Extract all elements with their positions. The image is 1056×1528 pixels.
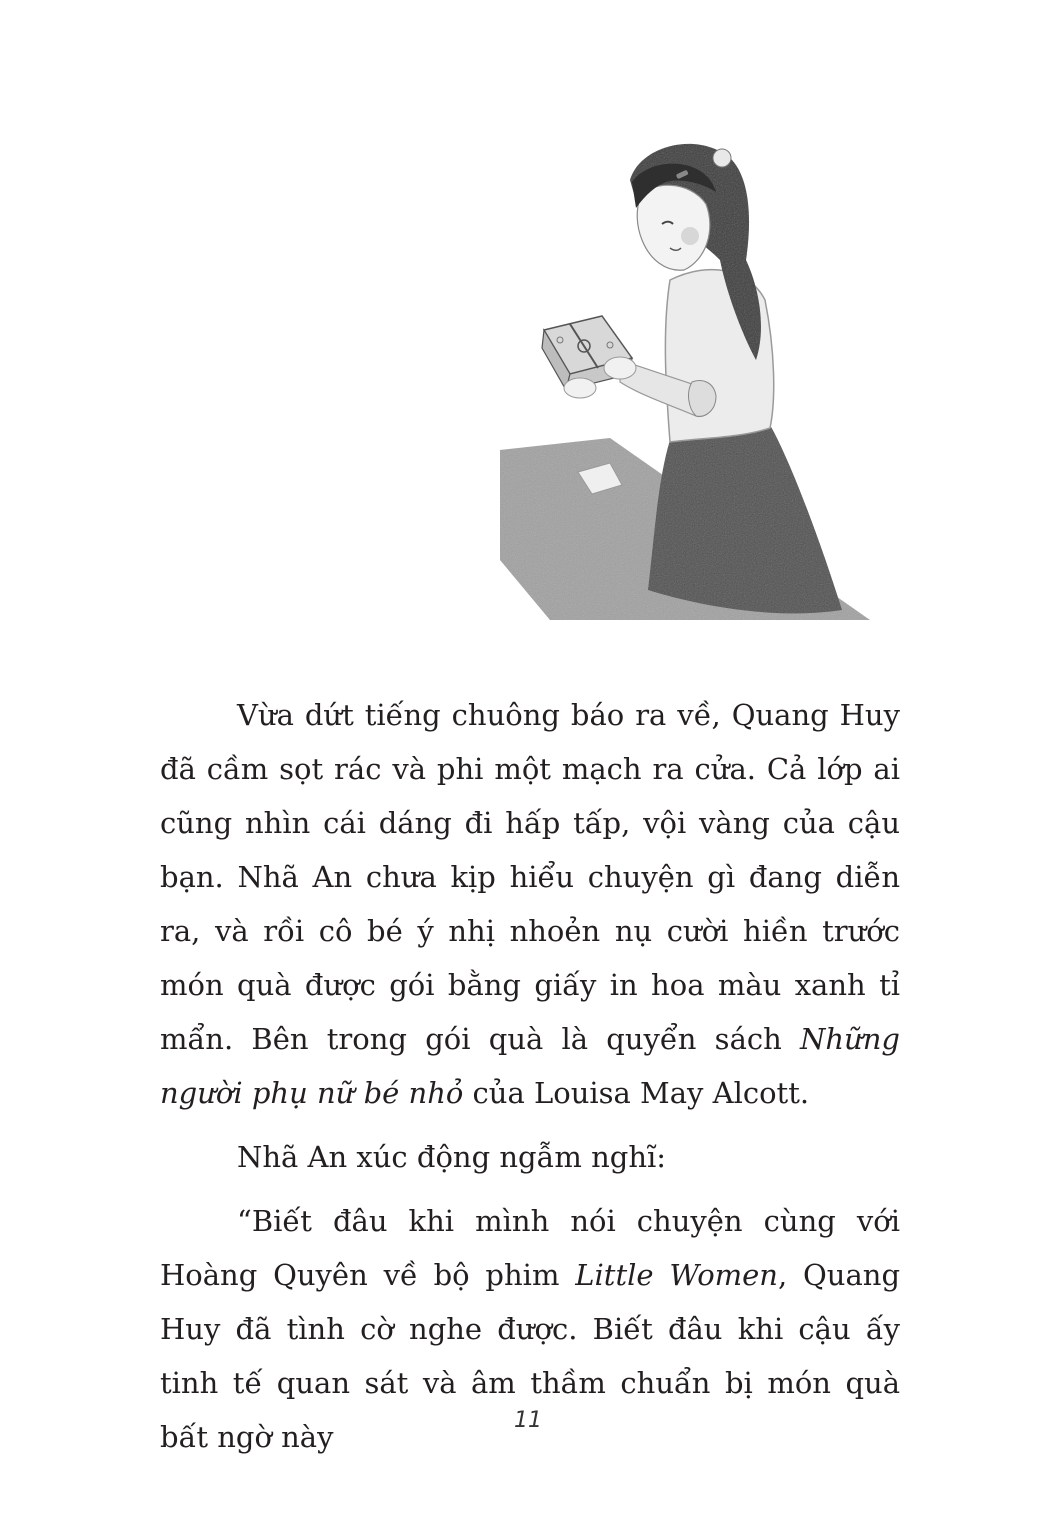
paragraph-text: , Quang Huy đã tình cờ nghe được. Biết đâu khi cậu ấy tinh tế quan sát và âm thầm chuẩn bị món quà bất ngờ này (160, 1258, 901, 1454)
paragraph-text: Nhã An xúc động ngẫm nghĩ: (237, 1140, 667, 1174)
italic-title-text: Những người phụ nữ bé nhỏ (160, 1022, 900, 1110)
paragraph (160, 1130, 900, 1184)
paragraph-text: của Louisa May Alcott. (463, 1076, 810, 1110)
page-number: 11 (514, 1408, 542, 1433)
story-text (160, 688, 900, 1464)
italic-title-text: Little Women (575, 1258, 778, 1292)
paragraph (160, 688, 900, 1120)
face (637, 185, 710, 270)
paragraph-text: “Biết đâu khi mình nói chuyện cùng với Hoàng Quyên về bộ phim (160, 1204, 900, 1292)
paragraph-text: Vừa dứt tiếng chuông báo ra về, Quang Huy đã cầm sọt rác và phi một mạch ra cửa. Cả lớp ai cũng nhìn cái dáng đi hấp tấp, vội vàng của cậu bạn. Nhã An chưa kịp hiểu chuyện gì đang diễn ra, và rồi cô bé ý nhị nhoẻn nụ cười hiền trước món quà được gói bằng giấy in hoa màu xanh tỉ mẩn. Bên trong gói quà là quyển sách (160, 698, 900, 1056)
illustration-girl-with-gift (470, 120, 870, 620)
